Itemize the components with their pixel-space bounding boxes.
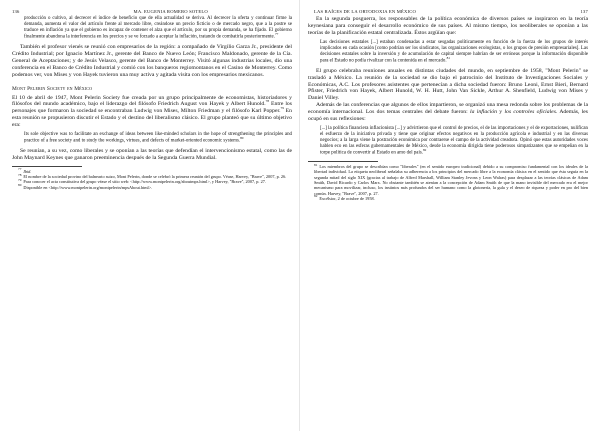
paragraph: Se reunían, a su vez, como liberales y se oponían a las teorías que defendían el intervencionismo estatal, como las de John Maynard Keynes que ganaron preeminencia después de la Segunda Guerra Mundial. bbox=[12, 147, 292, 161]
footnote: $^{81}$ Los miembros del grupo se describían como "liberales" (en el sentido europeo tradicional) debido a su compromiso fundamental con los ideales de la libertad individual. La etiqueta neoliberal señalaba su adherencia a los principios del mercado libre a la economía clásica en el sentido que ésta seguía en la segunda mitad del siglo XIX (gracias al trabajo de Alfred Marshall, William Stanley Jevons y Leon Walras) para desplazar a las teorías clásicas de Adam Smith, David Ricardo y Carlos Marx. No obstante también se atenían a la concepción de Adam Smith de que la mano invisible del mercado era el mejor mecanismo para movilizar, incluso, los instintos más profundos del ser humano como la glotonería, la gula y el deseo de riqueza y poder en pro del bien común. Harvey, "Brave", 2007, p. 27. bbox=[314, 162, 588, 196]
section-heading: Mont Pelerin Society en México bbox=[12, 85, 93, 92]
left-running-header bbox=[12, 6, 292, 16]
paragraph: Además de las conferencias que algunos de ellos impartieron, se organizó una mesa redonda sobre los problemas de la economía internacional. Los dos temas centrales del debate fueron: la inflación y los controles oficiales. Además, les ocupó en sus reflexiones: bbox=[308, 102, 589, 123]
footnotes bbox=[308, 164, 588, 201]
paragraph: En la segunda posguerra, los responsables de la política económica de diversos países se inspiraron en la teoría keynesiana para conseguir el desarrollo económico de sus países. Al mismo tiempo, los neoliberales se oponían a las teorías de la planificación estatal centralizada. Éstos argüían que: bbox=[308, 16, 588, 36]
block-quote: Las decisiones estatales [...] estaban condenadas a estar sesgadas políticamente en función de la fuerza de los grupos de interés implicados en cada ocasión [como podrían ser los sindicatos, las organizaciones ecologistas, o los grupos de presión empresariales]. Las decisiones estatales sobre la inversión y de acumulación de capital siempre habrían de ser erróneas porque la información disponible para el Estado no podía rivalizar con la contenida en el mercado.$^{81}$ bbox=[320, 39, 588, 64]
footnote: $^{77}$ Ibid. bbox=[18, 167, 32, 174]
footnote: $^{79}$ Para conocer el acta constitutiva del grupo véase el sitio web: <http://www.montpelerin.org/aboutmps.html>, y Harvey, "Brave", 2007, p. 27. bbox=[18, 177, 266, 185]
block-quote: [...] la política financiera inflacionista [...] y advirtieron que el control de precios, el de las importaciones y el de exportaciones, nulifican el esfuerzo de la iniciativa privada y tiene que originar efectos negativos en la producción agrícola e industrial y en las diversas negocios; a la larga viene la postración económica por contraerse el campo de la actividad creadora. Opinó que estas autoridades voces hablen eco en las esferas gubernamentales de México, desde la economía dirigida tiene poderosos simpatizantes que se empeñan en la torpe política de convertir al Estado en amo del país.$^{82}$ bbox=[320, 125, 588, 156]
paragraph: El 10 de abril de 1947, Mont Pelerin Society fue creada por un grupo principalmente de economistas, historiadores y filósofos del mundo académico, bajo el liderazgo del filósofo Friedrich August von Hayek y Albert Hunold.$^{78}$ Entre los personajes que formaron la sociedad se encontraban Ludwig von Mises, Milton Friedman y el filósofo Karl Popper.$^{79}$ En esta reunión se propusieron discutir el Estado y el destino del liberalismo clásico. El grupo planteó que su último objetivo era: bbox=[12, 94, 292, 129]
right-page bbox=[300, 0, 600, 431]
footnote: $^{78}$ El nombre de la sociedad provino del balneario suizo, Mont Pelerin, donde se celebró la primera reunión del grupo. Véase, Harvey, "Brave", 2007, p. 26. bbox=[18, 172, 287, 179]
right-running-head: LAS RAÍCES DE LA ORTODOXIA EN MÉXICO bbox=[314, 8, 417, 14]
block-quote-top: producción o cultivo, al decrecer el índice de beneficio que de ella actualidad se deriva. Al decrecer la oferta y continuar firme la demanda, aumenta el valor del artículo frente al mercado libre, creándose un precio ficticio o de mercado negro, que a la postre se traduce en inflación ya que el gobierno es incapaz de contener el alza que el artículo, por su propia demanda, se ha fijado. El gobierno finalmente abandona la interferencia en los precios y se ve forzado a aceptar la inflación, tratando de combatirla posteriormente.$^{77}$ bbox=[24, 16, 292, 40]
footnote-ref[interactable]: 81 bbox=[446, 56, 450, 60]
footnote-ref[interactable]: 78 bbox=[265, 99, 270, 104]
footnote-divider bbox=[308, 161, 378, 162]
footnote: $^{80}$ Disponible en <http://www.montpelerin.org/montpelerin/mpsAbout.html>. bbox=[18, 183, 153, 190]
block-quote-english: Its sole objective was to facilitate an exchange of ideas between like-minded scholars in the hope of strengthening the principles and practice of a free society and to study the workings, virtues, and defects of market-oriented economic systems.$^{80}$ bbox=[24, 132, 292, 144]
footnote-ref[interactable]: 82 bbox=[422, 148, 427, 153]
paragraph: También el profesor vienés se reunió con empresarios de la región: a compañado de Virgilio Garza Jr., presidente del Crédito Industrial; por Ignacio Martínez Jr., gerente del Banco de Nuevo León; Francisco Maldonado, gerente de la Cía. General de Aceptaciones; y de Jesús Velasco, gerente del Banco de Monterrey. Visitó algunas industrias locales, dio una conferencia en el Banco de Crédito Industrial y comió con los banqueros regiomontanos en el Casino de Monterrey. Como podemos ver, von Mises y von Hayek tuvieron una muy activa y agitada visita con los empresarios mexicanos. bbox=[12, 44, 292, 78]
footnote: $^{82}$ Excélsior, 2 de octubre de 1958. bbox=[314, 194, 375, 201]
left-page-number: 136 bbox=[12, 8, 20, 14]
paragraph: El grupo celebraba reuniones anuales en distintas ciudades del mundo, en septiembre de 1958, "Mont Pelerin" se trasladó a México. La reunión de la sociedad se dio bajo el patrocinio del Instituto de Investigaciones Sociales y Económicas, A.C. Los profesores asistentes que pertenecían a dicha sociedad fueron: Bruno Leoni, Ernst Bieri, Bernard Pfister, Friedrich von Hayek, Albert Hunold, W. H. Hutt, John Van Sickle, Arthur A. Shenfield, Ludwig von Mises y Daniel Villey. bbox=[308, 67, 588, 102]
footnote-ref[interactable]: 77 bbox=[274, 32, 279, 37]
footnote-divider bbox=[12, 166, 82, 167]
footnotes bbox=[12, 169, 292, 190]
right-running-header bbox=[308, 6, 588, 16]
right-page-number: 137 bbox=[580, 8, 588, 14]
footnote-ref[interactable]: 79 bbox=[280, 106, 284, 111]
left-running-head: MA. EUGENIA ROMERO SOTELO bbox=[133, 8, 208, 14]
footnote-ref[interactable]: 80 bbox=[240, 136, 244, 141]
